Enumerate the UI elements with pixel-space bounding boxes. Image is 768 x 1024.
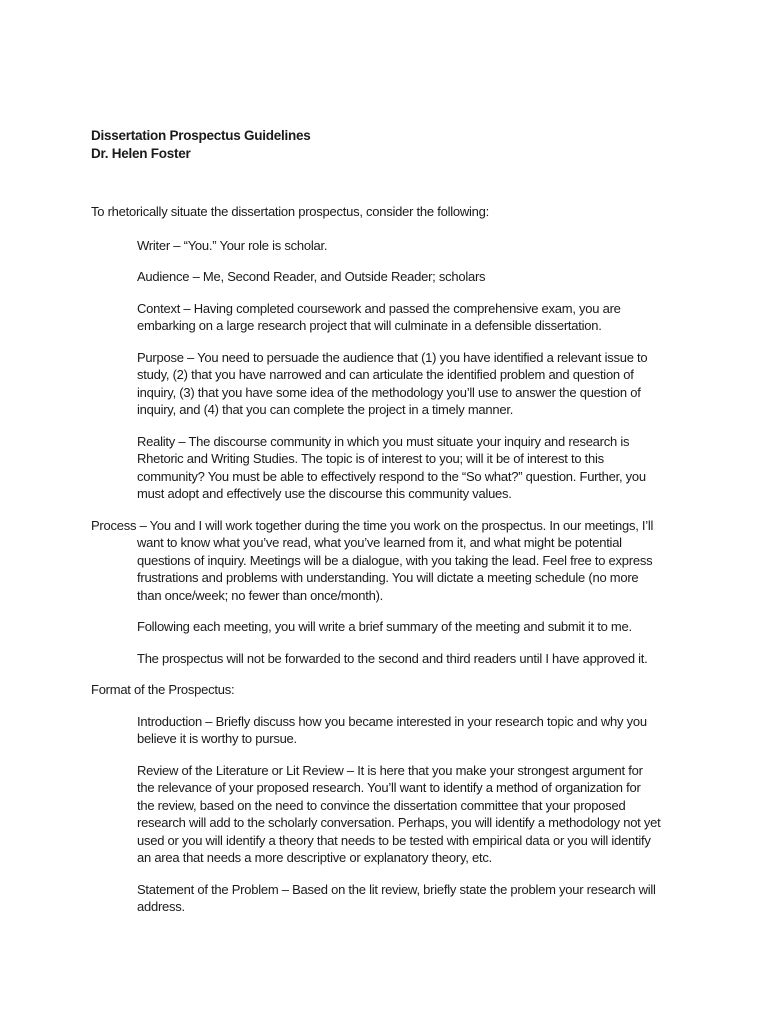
context-paragraph: Context – Having completed coursework and passed the comprehensive exam, you are embarking on a large research project that will culminate in a defensible dissertation. <box>137 300 621 333</box>
document-author: Dr. Helen Foster <box>91 146 191 161</box>
document-body <box>91 127 661 916</box>
process-paragraph: Process – You and I will work together during the time you work on the prospectus. In our meetings, I’ll want to know what you’ve read, what you’ve learned from it, and what might be potential questions of inquiry. Meetings will be a dialogue, with you taking the lead. Feel free to express frustrations and problems with understanding. You will dictate a meeting schedule (no more than once/week; no fewer than once/month). <box>91 517 654 603</box>
format-heading: Format of the Prospectus: <box>91 682 235 697</box>
problem-statement-paragraph: Statement of the Problem – Based on the lit review, briefly state the problem your research will address. <box>137 881 656 914</box>
approval-paragraph: The prospectus will not be forwarded to the second and third readers until I have approved it. <box>137 650 648 666</box>
intro-paragraph: To rhetorically situate the dissertation prospectus, consider the following: <box>91 204 489 219</box>
document-title: Dissertation Prospectus Guidelines <box>91 128 311 143</box>
introduction-paragraph: Introduction – Briefly discuss how you became interested in your research topic and why you believe it is worthy to pursue. <box>137 713 647 746</box>
reality-paragraph: Reality – The discourse community in which you must situate your inquiry and research is Rhetoric and Writing Studies. The topic is of interest to you; will it be of interest to this community? You must be able to effectively respond to the “So what?” question. Further, you must adopt and effectively use the discourse this community values. <box>137 433 646 501</box>
purpose-paragraph: Purpose – You need to persuade the audience that (1) you have identified a relevant issue to study, (2) that you have narrowed and can articulate the identified problem and question of inquiry, (3) that you have some idea of the methodology you’ll use to answer the question of inquiry, and (4) that you can complete the project in a timely manner. <box>137 349 648 417</box>
lit-review-paragraph: Review of the Literature or Lit Review – It is here that you make your strongest argument for the relevance of your proposed research. You’ll want to identify a method of organization for the review, based on the need to convince the dissertation committee that your proposed research will add to the scholarly conversation. Perhaps, you will identify a methodology not yet used or you will identify a theory that needs to be tested with empirical data or you will identify an area that needs a more descriptive or explanatory theory, etc. <box>137 762 661 865</box>
meeting-summary-paragraph: Following each meeting, you will write a brief summary of the meeting and submit it to me. <box>137 619 632 634</box>
writer-paragraph: Writer – “You.” Your role is scholar. <box>137 237 328 253</box>
audience-paragraph: Audience – Me, Second Reader, and Outside Reader; scholars <box>137 269 486 284</box>
